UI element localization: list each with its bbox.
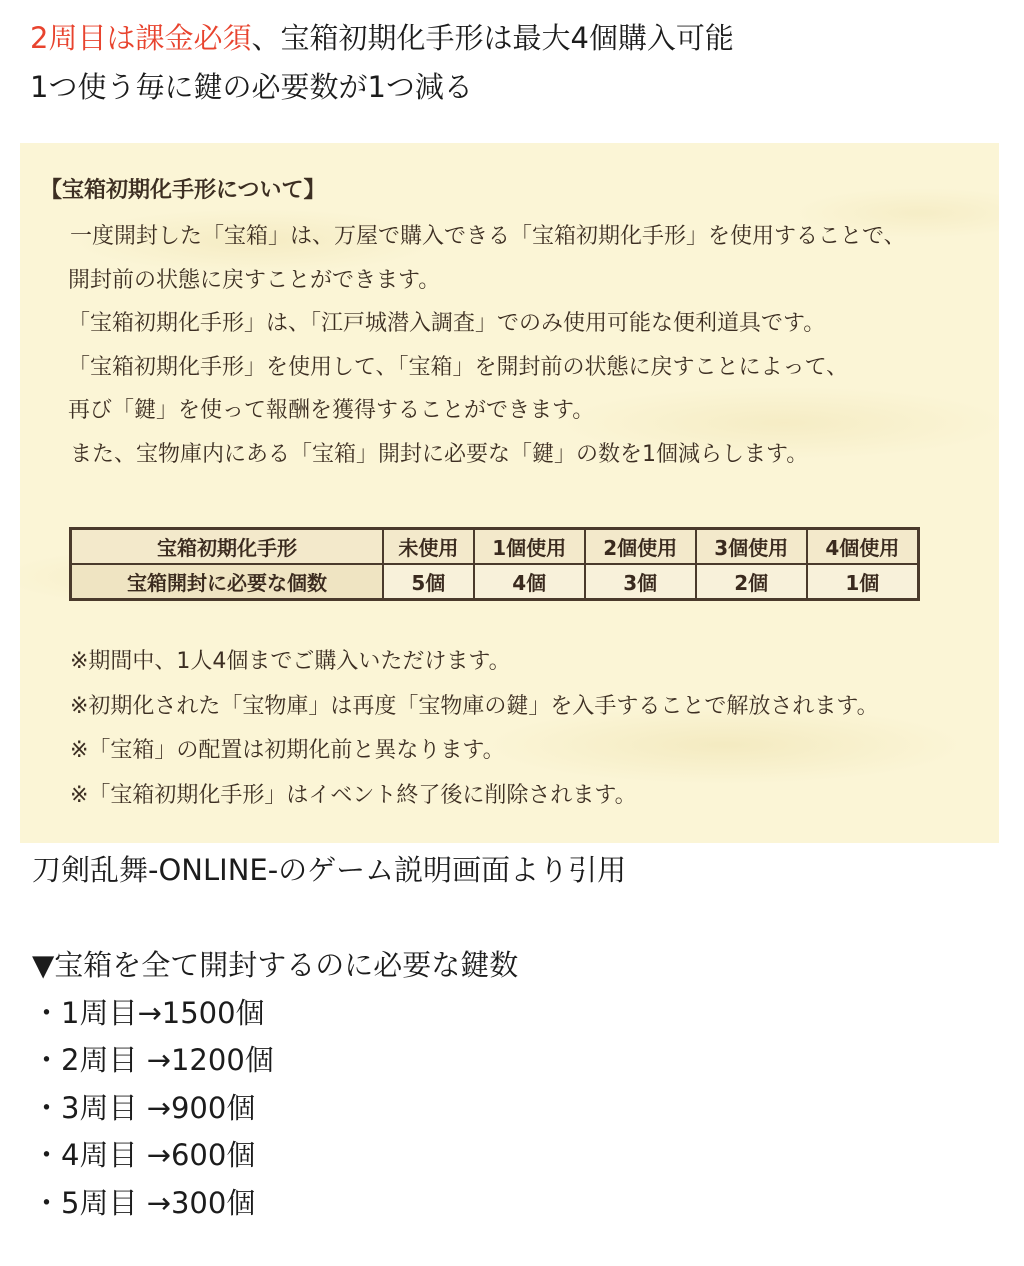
list-item: ・5周目 →300個 — [32, 1185, 256, 1220]
game-notice-image — [20, 143, 999, 843]
notice-note: ※期間中、1人4個までご購入いただけます。 — [70, 649, 511, 674]
intro-line-2: 1つ使う毎に鍵の必要数が1つ減る — [30, 70, 473, 104]
table-cell: 3個使用 — [696, 529, 807, 565]
table-row-header: 宝箱初期化手形 — [71, 529, 384, 565]
notice-note: ※「宝箱初期化手形」はイベント終了後に削除されます。 — [70, 783, 637, 809]
notice-paragraph: 一度開封した「宝箱」は、万屋で購入できる「宝箱初期化手形」を使用することで、 — [70, 224, 906, 249]
intro — [30, 14, 1010, 112]
table-cell: 3個 — [585, 564, 696, 600]
notice-paragraph: また、宝物庫内にある「宝箱」開封に必要な「鍵」の数を1個減らします。 — [70, 441, 809, 467]
table-cell: 4個 — [474, 564, 585, 600]
notice-note: ※初期化された「宝物庫」は再度「宝物庫の鍵」を入手することで解放されます。 — [70, 693, 879, 719]
intro-line-1 — [30, 14, 1010, 63]
table-row-header: 宝箱開封に必要な個数 — [71, 564, 384, 600]
notice-title: 【宝箱初期化手形について】 — [40, 178, 326, 203]
list-item: ・2周目 →1200個 — [32, 1043, 274, 1077]
intro-line-1-rest: 、宝箱初期化手形は最大4個購入可能 — [251, 21, 734, 55]
list-item: ・4周目 →600個 — [32, 1138, 256, 1172]
section-heading: ▼宝箱を全て開封するのに必要な鍵数 — [32, 948, 519, 982]
table-row — [71, 529, 919, 565]
table-cell: 1個 — [807, 564, 919, 600]
list-item: ・3周目 →900個 — [32, 1090, 256, 1125]
table-cell: 5個 — [383, 564, 474, 600]
table-cell: 2個使用 — [585, 529, 696, 565]
notice-body — [70, 215, 906, 476]
key-count-section — [32, 942, 518, 1227]
notice-notes — [70, 640, 879, 819]
table-cell: 未使用 — [383, 529, 474, 565]
table-cell: 4個使用 — [807, 529, 919, 565]
image-caption: 刀剣乱舞-ONLINE-のゲーム説明画面より引用 — [32, 853, 627, 887]
notice-paragraph: 開封前の状態に戻すことができます。 — [68, 267, 441, 293]
table-row — [71, 564, 919, 600]
notice-paragraph: 「宝箱初期化手形」を使用して、「宝箱」を開封前の状態に戻すことによって、 — [68, 354, 849, 380]
key-count-table — [69, 527, 920, 601]
notice-note: ※「宝箱」の配置は初期化前と異なります。 — [70, 738, 505, 764]
notice-paragraph: 「宝箱初期化手形」は、「江戸城潜入調査」でのみ使用可能な便利道具です。 — [68, 311, 826, 336]
list-item: ・1周目→1500個 — [32, 995, 265, 1030]
table-cell: 2個 — [696, 564, 807, 600]
intro-highlight: 2周目は課金必須 — [30, 21, 252, 55]
notice-paragraph: 再び「鍵」を使って報酬を獲得することができます。 — [68, 398, 595, 423]
table-cell: 1個使用 — [474, 529, 585, 565]
